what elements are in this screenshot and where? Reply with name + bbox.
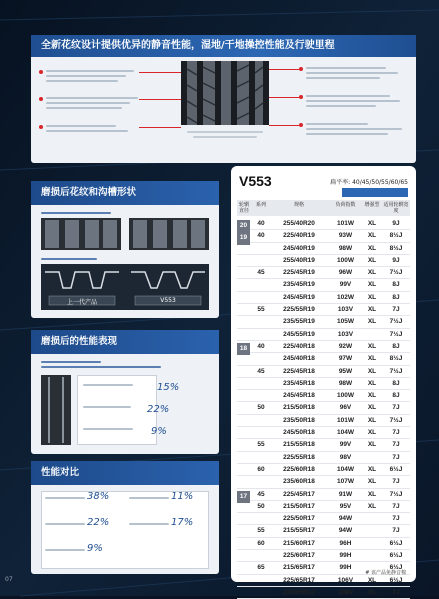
table-row	[237, 279, 410, 291]
table-row	[237, 575, 410, 587]
cell-index: 103V	[337, 306, 354, 314]
perf-stat-3: 9%	[151, 426, 167, 437]
cell-xl: XL	[367, 588, 377, 596]
cell-size: 215/55R17	[283, 527, 315, 535]
cell-size: 225/65R17	[283, 576, 315, 584]
cell-size: 225/45R18	[283, 367, 315, 375]
cell-series: 45	[257, 490, 265, 498]
section-worn-performance-title: 磨损后的性能表现	[31, 330, 219, 354]
table-row	[237, 439, 410, 451]
cell-size: 225/40R19	[283, 232, 315, 240]
cell-rim: 7J	[392, 515, 400, 523]
cell-rim: 7J	[392, 478, 400, 486]
cell-rim: 7½J	[389, 318, 403, 326]
section-performance-comparison	[31, 461, 219, 574]
cell-xl: XL	[367, 220, 377, 227]
cell-rim: 6½J	[389, 465, 403, 473]
cell-size: 225/60R18	[283, 465, 315, 473]
cell-size: 225/45R19	[283, 269, 315, 277]
cell-index: 99H	[339, 552, 352, 560]
cell-xl: XL	[367, 478, 377, 486]
table-row	[237, 452, 410, 464]
cell-index: 103V	[337, 330, 354, 338]
cell-rim: 9J	[392, 256, 400, 264]
cell-size: 235/65R17	[283, 588, 315, 596]
feature-banner-title: 全新花纹设计提供优异的静音性能，湿地/干地操控性能及行驶里程	[31, 35, 416, 57]
cell-index: 97W	[338, 355, 353, 363]
cell-rim: 8J	[392, 379, 400, 387]
cell-index: 100W	[337, 256, 354, 264]
cell-series: 40	[257, 232, 265, 240]
cell-index: 100W	[337, 392, 354, 400]
cell-index: 94W	[338, 515, 353, 523]
header-rim-width: 适用轮辋宽度	[383, 202, 409, 214]
cell-rim: 7½J	[389, 367, 403, 375]
callout-marker	[299, 123, 303, 127]
cell-index: 96H	[339, 539, 352, 547]
cell-size: 245/40R19	[283, 244, 315, 252]
cell-rim: 7½J	[389, 269, 403, 277]
aspect-ratio-label: 扁平率: 40/45/50/55/60/65	[330, 179, 408, 186]
table-row	[237, 353, 410, 365]
cell-rim: 6½J	[389, 539, 403, 547]
cell-xl: XL	[367, 342, 377, 350]
cell-size: 235/50R18	[283, 416, 315, 424]
cell-index: 107W	[337, 478, 354, 486]
cell-size: 235/45R19	[283, 281, 315, 289]
cell-rim: 7J	[392, 502, 400, 510]
aspect-ratio-bar	[342, 188, 408, 197]
cell-size: 215/50R17	[283, 502, 315, 510]
callout-left-3-line	[46, 125, 116, 127]
callout-right-2-line	[306, 95, 390, 97]
cell-xl: XL	[367, 502, 377, 510]
callout-left-2-line	[46, 97, 138, 99]
cell-size: 215/55R18	[283, 441, 315, 449]
cell-rim: 9J	[392, 220, 400, 227]
comparison-card	[41, 491, 209, 569]
table-row	[237, 538, 410, 550]
cell-xl: XL	[367, 576, 377, 584]
table-row	[237, 378, 410, 390]
worn-tread-sample	[41, 375, 71, 445]
cell-xl: XL	[367, 404, 377, 412]
cell-rim: 7J	[392, 453, 400, 461]
cell-rim: 8½J	[389, 244, 403, 252]
cell-series: 65	[257, 564, 265, 572]
cell-xl: XL	[367, 379, 377, 387]
header-rim-diameter: 轮辋直径	[238, 202, 249, 214]
cell-rim: 7J	[392, 441, 400, 449]
cell-series: 45	[257, 367, 265, 375]
cell-rim: 7J	[392, 527, 400, 535]
cell-index: 101W	[337, 416, 354, 424]
model-name: V553	[239, 173, 272, 189]
section-performance-comparison-title: 性能对比	[31, 461, 219, 485]
perf-stat-2: 22%	[147, 404, 170, 415]
cell-xl: XL	[367, 392, 377, 400]
table-row	[237, 402, 410, 414]
cell-rim: 7J	[392, 429, 400, 437]
legend-previous-gen: 上一代产品	[66, 299, 97, 306]
header-series: 系列	[255, 202, 266, 208]
cell-xl: XL	[367, 306, 377, 314]
cell-size: 215/65R17	[283, 564, 315, 572]
cell-index: 91W	[338, 490, 353, 498]
cell-xl: XL	[367, 318, 377, 326]
cell-rim: 6½J	[389, 576, 403, 584]
cell-index: 108V	[337, 588, 354, 596]
cell-xl: XL	[367, 429, 377, 437]
cell-series: 45	[257, 269, 265, 277]
cell-size: 215/50R18	[283, 404, 315, 412]
compare-stat-3: 22%	[87, 517, 110, 528]
size-table-header	[237, 200, 410, 216]
cell-size: 225/40R18	[283, 342, 315, 350]
table-row	[237, 501, 410, 513]
cell-index: 95W	[338, 367, 353, 375]
cell-dia: 20	[237, 220, 250, 232]
callout-right-1-line	[306, 67, 386, 69]
cell-size: 225/60R17	[283, 552, 315, 560]
table-row	[237, 267, 410, 279]
cell-series: 40	[257, 220, 265, 227]
cell-index: 94W	[338, 527, 353, 535]
cell-rim: 7J	[392, 404, 400, 412]
cell-size: 235/60R18	[283, 478, 315, 486]
callout-marker	[39, 70, 43, 74]
cell-xl: XL	[367, 490, 377, 498]
legend-v553: V553	[160, 297, 176, 304]
table-row	[237, 341, 410, 353]
cell-series: 55	[257, 527, 265, 535]
cell-xl: XL	[367, 441, 377, 449]
comparison-frame	[77, 375, 157, 445]
cell-rim: 6½J	[389, 564, 403, 572]
cell-index: 104W	[337, 429, 354, 437]
cell-index: 105W	[337, 318, 354, 326]
feature-banner	[31, 35, 416, 163]
table-row	[237, 489, 410, 501]
cell-size: 255/40R20	[283, 220, 315, 227]
cell-size: 245/45R18	[283, 392, 315, 400]
cell-rim: 7½J	[389, 330, 403, 338]
cell-dia: 17	[237, 491, 250, 503]
header-size: 规格	[293, 202, 304, 208]
callout-marker	[39, 97, 43, 101]
table-row	[237, 366, 410, 378]
cell-size: 225/50R17	[283, 515, 315, 523]
cell-xl: XL	[367, 293, 377, 301]
cell-rim: 7J	[392, 588, 400, 596]
callout-marker	[299, 67, 303, 71]
compare-stat-1: 38%	[87, 491, 110, 502]
wear-tread-comparison	[41, 218, 209, 250]
section-worn-performance	[31, 330, 219, 454]
cell-xl: XL	[367, 416, 377, 424]
cell-xl: XL	[367, 256, 377, 264]
table-row	[237, 292, 410, 304]
cell-size: 245/40R18	[283, 355, 315, 363]
header-reinforced: 增强型	[364, 202, 380, 208]
cell-rim: 8J	[392, 293, 400, 301]
cell-dia: 19	[237, 232, 250, 244]
cell-size: 255/40R19	[283, 256, 315, 264]
cell-index: 98W	[338, 244, 353, 252]
compare-stat-4: 17%	[171, 517, 194, 528]
cell-xl: XL	[367, 269, 377, 277]
cell-index: 92W	[338, 342, 353, 350]
cell-index: 99H	[339, 564, 352, 572]
cell-size: 225/45R17	[283, 490, 315, 498]
cell-index: 98V	[339, 453, 352, 461]
perf-stat-1: 15%	[157, 382, 180, 393]
size-table-rows	[237, 218, 410, 599]
callout-right-3-line	[306, 123, 368, 125]
cell-size: 235/45R18	[283, 379, 315, 387]
compare-stat-5: 9%	[87, 543, 103, 554]
cell-index: 101W	[337, 220, 354, 227]
cell-rim: 7J	[392, 306, 400, 314]
cell-index: 93W	[338, 232, 353, 240]
cell-size: 245/55R19	[283, 330, 315, 338]
tread-image	[181, 61, 269, 125]
section-wear-pattern	[31, 181, 219, 318]
table-row	[237, 427, 410, 439]
table-row	[237, 550, 410, 562]
cell-index: 96V	[339, 404, 352, 412]
cell-xl: XL	[367, 367, 377, 375]
cell-rim: 8J	[392, 342, 400, 350]
cell-series: 50	[257, 404, 265, 412]
cell-series: 60	[257, 539, 265, 547]
table-row	[237, 464, 410, 476]
table-row	[237, 255, 410, 267]
table-row	[237, 513, 410, 525]
table-footnote: # 该产品免静音棉	[365, 570, 406, 576]
page-number: 07	[5, 576, 13, 583]
cell-index: 95V	[339, 502, 352, 510]
cell-xl: XL	[367, 465, 377, 473]
table-row	[237, 390, 410, 402]
cell-index: 96W	[338, 269, 353, 277]
cell-index: 102W	[337, 293, 354, 301]
cell-xl: XL	[367, 355, 377, 363]
table-row	[237, 218, 410, 230]
section-wear-pattern-title: 磨损后花纹和沟槽形状	[31, 181, 219, 205]
table-row	[237, 587, 410, 599]
cell-xl: XL	[367, 281, 377, 289]
cell-xl: XL	[367, 244, 377, 252]
callout-left-1-line	[46, 70, 134, 72]
size-table-card	[231, 166, 416, 596]
cell-rim: 8½J	[389, 355, 403, 363]
table-row	[237, 230, 410, 242]
compare-stat-2: 11%	[171, 491, 194, 502]
table-row	[237, 476, 410, 488]
table-row	[237, 525, 410, 537]
table-row	[237, 415, 410, 427]
cell-rim: 7½J	[389, 416, 403, 424]
table-row	[237, 316, 410, 328]
cell-rim: 8J	[392, 281, 400, 289]
callout-marker	[299, 95, 303, 99]
cell-size: 225/55R18	[283, 453, 315, 461]
cell-series: 55	[257, 306, 265, 314]
cell-size: 215/60R17	[283, 539, 315, 547]
cell-rim: 7½J	[389, 490, 403, 498]
cell-size: 235/55R19	[283, 318, 315, 326]
cell-series: 50	[257, 502, 265, 510]
table-row	[237, 243, 410, 255]
cell-rim: 8½J	[389, 232, 403, 240]
callout-marker	[39, 125, 43, 129]
cell-index: 99V	[339, 441, 352, 449]
cell-index: 99V	[339, 281, 352, 289]
header-load-index: 负荷指数	[335, 202, 356, 208]
cell-series: 40	[257, 342, 265, 350]
cell-series: 55	[257, 441, 265, 449]
cell-dia: 18	[237, 343, 250, 355]
cell-size: 245/50R18	[283, 429, 315, 437]
table-row	[237, 304, 410, 316]
table-row	[237, 329, 410, 341]
cell-index: 106V	[337, 576, 354, 584]
cell-series: 60	[257, 465, 265, 473]
cell-rim: 6½J	[389, 552, 403, 560]
cell-index: 104W	[337, 465, 354, 473]
cell-index: 98W	[338, 379, 353, 387]
cell-xl: XL	[367, 232, 377, 240]
cell-size: 245/45R19	[283, 293, 315, 301]
cell-size: 225/55R19	[283, 306, 315, 314]
cell-rim: 8J	[392, 392, 400, 400]
